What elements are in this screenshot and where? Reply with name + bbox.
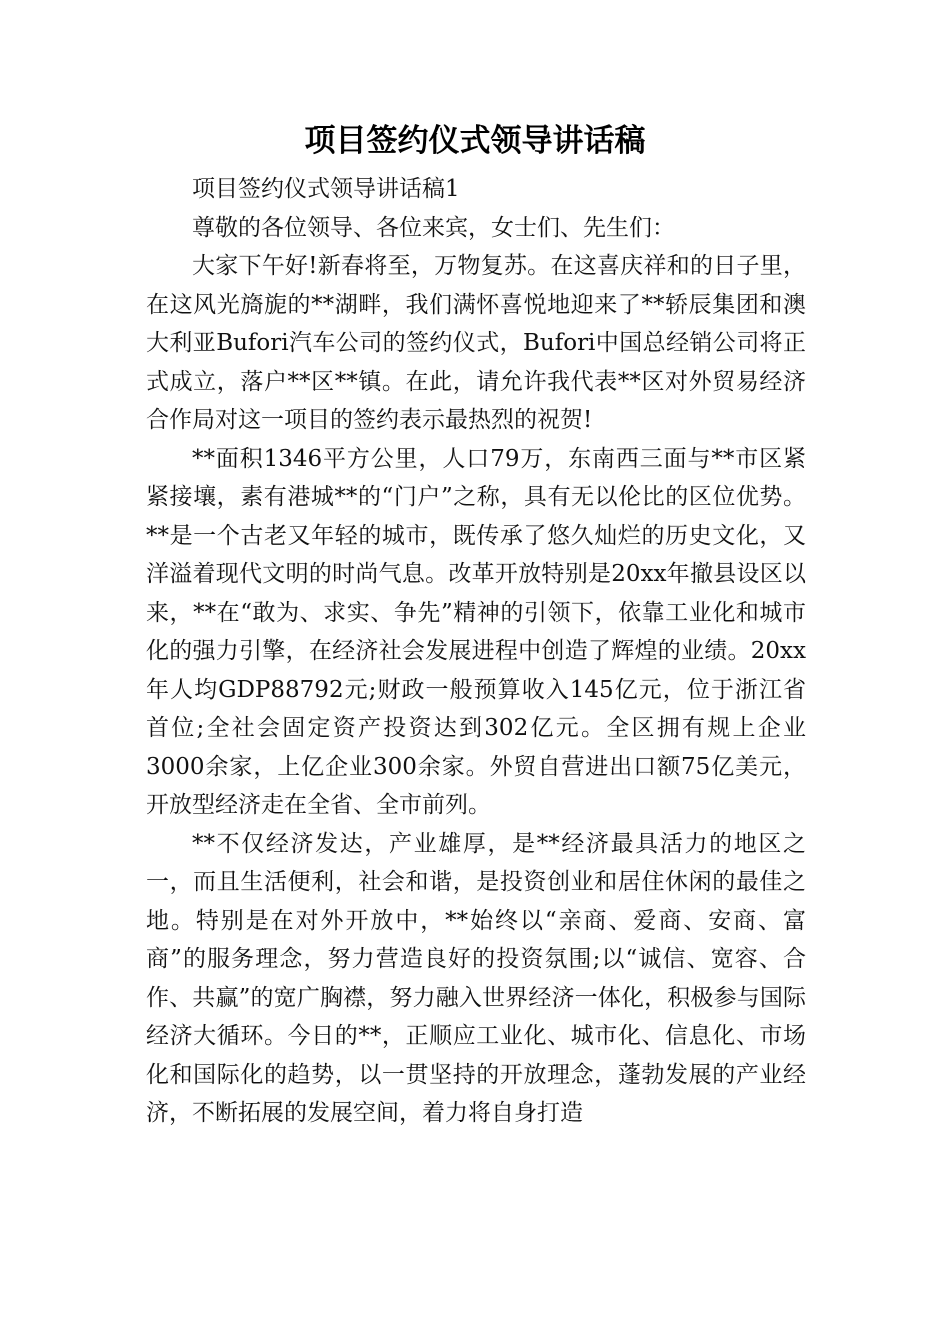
body-paragraph: 大家下午好!新春将至，万物复苏。在这喜庆祥和的日子里，在这风光旖旎的**湖畔，我们满怀喜悦地迎来了**轿辰集团和澳大利亚Bufori汽车公司的签约仪式，Bufori中国总经销公司将正式成立，落户**区**镇。在此，请允许我代表**区对外贸易经济合作局对这一项目的签约表示最热烈的祝贺!	[146, 253, 806, 433]
body-paragraph: **面积1346平方公里，人口79万，东南西三面与**市区紧紧接壤，素有港城**的“门户”之称，具有无以伦比的区位优势。**是一个古老又年轻的城市，既传承了悠久灿烂的历史文化，又洋溢着现代文明的时尚气息。改革开放特别是20xx年撤县设区以来，**在“敢为、求实、争先”精神的引领下，依靠工业化和城市化的强力引擎，在经济社会发展进程中创造了辉煌的业绩。20xx年人均GDP88792元;财政一般预算收入145亿元，位于浙江省首位;全社会固定资产投资达到302亿元。全区拥有规上企业3000余家，上亿企业300余家。外贸自营进出口额75亿美元，开放型经济走在全省、全市前列。	[146, 445, 806, 818]
document-body	[146, 170, 806, 1133]
subtitle-paragraph: 项目签约仪式领导讲话稿1	[192, 176, 460, 202]
document-title: 项目签约仪式领导讲话稿	[304, 123, 646, 159]
salutation-paragraph: 尊敬的各位领导、各位来宾，女士们、先生们：	[192, 214, 675, 241]
body-paragraph: **不仅经济发达，产业雄厚，是**经济最具活力的地区之一，而且生活便利，社会和谐，是投资创业和居住休闲的最佳之地。特别是在对外开放中，**始终以“亲商、爱商、安商、富商”的服务理念，努力营造良好的投资氛围;以“诚信、宽容、合作、共赢”的宽广胸襟，努力融入世界经济一体化，积极参与国际经济大循环。今日的**，正顺应工业化、城市化、信息化、市场化和国际化的趋势，以一贯坚持的开放理念，蓬勃发展的产业经济，不断拓展的发展空间，着力将自身打造	[146, 830, 806, 1126]
